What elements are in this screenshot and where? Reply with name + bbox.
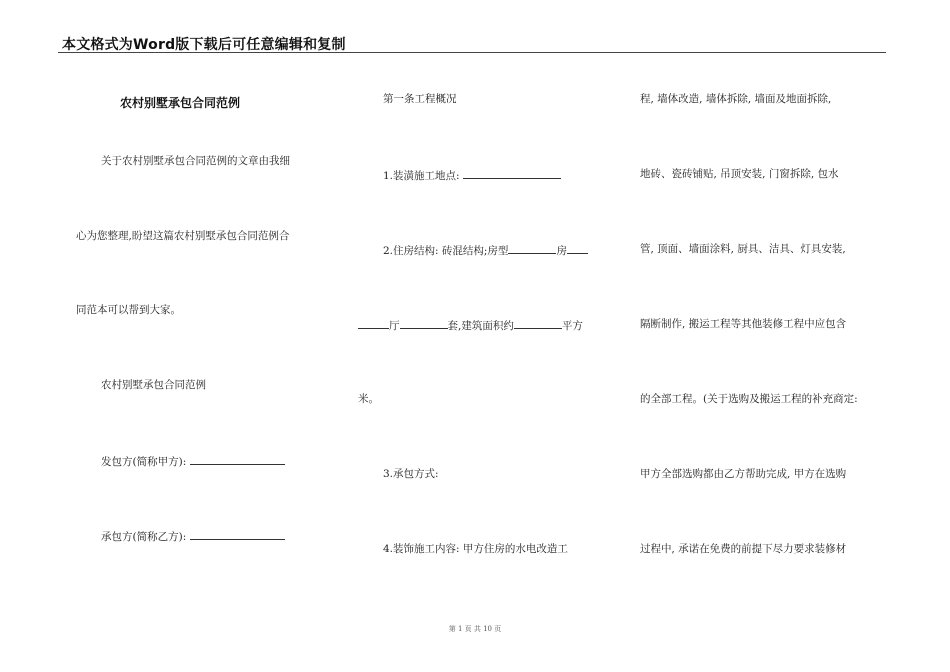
col3-line-1: 程, 墙体改造, 墙体拆除, 墙面及地面拆除, [640, 93, 832, 105]
party-a-line [101, 453, 285, 469]
intro-line-2: 心为您整理,盼望这篇农村别墅承包合同范例合 [76, 230, 290, 242]
document-title: 农村别墅承包合同范例 [120, 96, 241, 110]
item-1-line [383, 167, 561, 183]
contract-subtitle: 农村别墅承包合同范例 [101, 379, 206, 391]
col3-line-5: 的全部工程。(关于选购及搬运工程的补充商定: [640, 393, 858, 405]
item-3-label: 3.承包方式: [383, 468, 439, 480]
party-b-blank [190, 528, 285, 540]
room-blank [508, 242, 556, 254]
item-2-room: 房 [556, 245, 567, 257]
item-2-line [383, 242, 588, 258]
party-b-label: 承包方(简称乙方): [101, 531, 190, 543]
item-2-end: 米。 [358, 393, 379, 405]
col3-line-7: 过程中, 承诺在免费的前提下尽力要求装修材 [640, 543, 847, 555]
item-2-continued [358, 317, 583, 333]
item-2-unit: 平方 [561, 320, 583, 332]
area-blank [514, 317, 562, 329]
party-a-blank [190, 453, 285, 465]
intro-line-3: 同范本可以帮到大家。 [76, 304, 181, 316]
item-2-hall: 厅 [389, 320, 400, 332]
intro-line-1: 关于农村别墅承包合同范例的文章由我细 [101, 155, 290, 167]
hall-blank [358, 317, 389, 329]
item-2-label: 2.住房结构: 砖混结构;房型 [383, 245, 509, 257]
col3-line-3: 管, 顶面、墙面涂料, 厨具、洁具、灯具安装, [640, 243, 846, 255]
party-a-label: 发包方(简称甲方): [101, 456, 190, 468]
col3-line-6: 甲方全部选购都由乙方帮助完成, 甲方在选购 [640, 468, 847, 480]
party-b-line [101, 528, 285, 544]
item-1-label: 1.装潢施工地点: [383, 170, 463, 182]
item-2-area-label: 套,建筑面积约 [447, 320, 514, 332]
document-header: 本文格式为Word版下载后可任意编辑和复制 [62, 37, 346, 53]
item-4-label: 4.装饰施工内容: 甲方住房的水电改造工 [383, 543, 568, 555]
col3-line-4: 隔断制作, 搬运工程等其他装修工程中应包含 [640, 318, 847, 330]
header-divider [58, 52, 886, 53]
col3-line-2: 地砖、瓷砖铺贴, 吊顶安装, 门窗拆除, 包水 [640, 168, 839, 180]
page-number: 第 1 页 共 10 页 [448, 625, 502, 633]
section-1-heading: 第一条工程概况 [383, 93, 457, 105]
item-1-blank [463, 167, 561, 179]
room-count-blank [567, 242, 588, 254]
unit-blank [400, 317, 448, 329]
